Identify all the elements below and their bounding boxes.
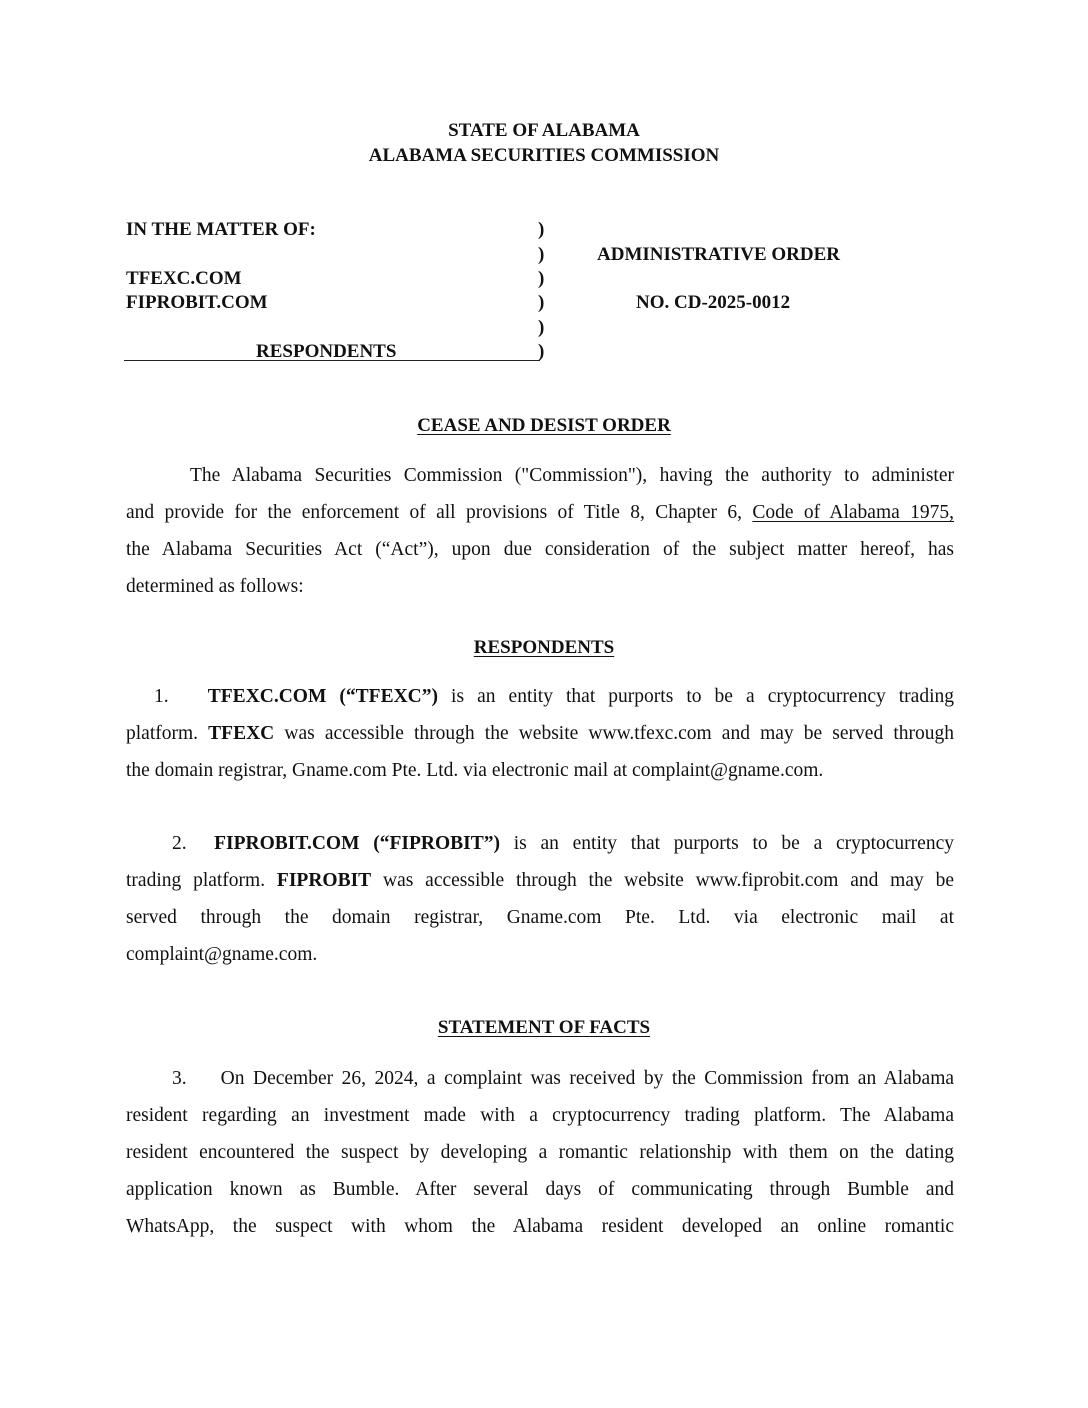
para3-line: application known as Bumble. After several days of communicating through Bumble and [126, 1179, 954, 1200]
intro-line: the Alabama Securities Act (“Act”), upon due consideration of the subject matter hereof, has [126, 539, 954, 560]
intro-text: and provide for the enforcement of all provisions of Title 8, Chapter 6, [126, 502, 753, 523]
respondent-name-1: TFEXC.COM [126, 268, 242, 289]
order-type: ADMINISTRATIVE ORDER [597, 244, 840, 265]
entity-name: TFEXC.COM (“TFEXC”) [207, 686, 439, 707]
para-number: 2. [172, 833, 187, 854]
para1-line [126, 723, 954, 745]
respondents-heading: RESPONDENTS [473, 637, 615, 658]
para-text: platform. [126, 723, 209, 744]
intro-line [126, 502, 954, 524]
caption-paren: ) [538, 317, 545, 338]
para3-line: WhatsApp, the suspect with whom the Alabama resident developed an online romantic [126, 1216, 954, 1237]
para-number: 1. [154, 686, 169, 707]
caption-paren: ) [538, 341, 545, 362]
caption-paren: ) [538, 268, 545, 289]
para2-line: served through the domain registrar, Gname.com Pte. Ltd. via electronic mail at [126, 907, 954, 928]
header-state: STATE OF ALABAMA [448, 120, 640, 141]
entity-short: FIPROBIT [276, 870, 372, 891]
para-text: On December 26, 2024, a complaint was received by the Commission from an Alabama [220, 1068, 955, 1089]
para3-line: resident encountered the suspect by developing a romantic relationship with them on the dating [126, 1142, 954, 1163]
caption-paren: ) [538, 244, 545, 265]
respondents-label: RESPONDENTS [256, 341, 397, 362]
caption-underline [124, 360, 540, 361]
para-text: was accessible through the website www.fiprobit.com and may be [371, 870, 954, 891]
code-citation: Code of Alabama 1975, [752, 502, 954, 523]
order-title: CEASE AND DESIST ORDER [417, 415, 671, 436]
in-the-matter-label: IN THE MATTER OF: [126, 219, 316, 240]
facts-heading: STATEMENT OF FACTS [437, 1017, 651, 1038]
para-text: was accessible through the website www.tfexc.com and may be served through [274, 723, 954, 744]
para3-line [172, 1068, 954, 1090]
para1-line [154, 686, 954, 708]
para2-line [126, 870, 954, 892]
entity-name: FIPROBIT.COM (“FIPROBIT”) [214, 833, 500, 854]
caption-paren: ) [538, 292, 545, 313]
para3-line: resident regarding an investment made with a cryptocurrency trading platform. The Alabama [126, 1105, 954, 1126]
caption-paren: ) [538, 219, 545, 240]
para2-line [172, 833, 954, 855]
para-number: 3. [172, 1068, 187, 1089]
entity-short: TFEXC [208, 723, 275, 744]
intro-line: The Alabama Securities Commission ("Commission"), having the authority to administer [190, 465, 954, 486]
intro-line: determined as follows: [126, 576, 304, 597]
header-commission: ALABAMA SECURITIES COMMISSION [368, 145, 720, 166]
para-text: is an entity that purports to be a cryptocurrency trading [438, 686, 954, 707]
respondent-name-2: FIPROBIT.COM [126, 292, 268, 313]
order-number: NO. CD-2025-0012 [636, 292, 791, 313]
para-text: trading platform. [126, 870, 277, 891]
para1-line: the domain registrar, Gname.com Pte. Ltd. via electronic mail at complaint@gname.com. [126, 760, 824, 781]
para2-line: complaint@gname.com. [126, 944, 318, 965]
para-text: is an entity that purports to be a cryptocurrency [499, 833, 954, 854]
